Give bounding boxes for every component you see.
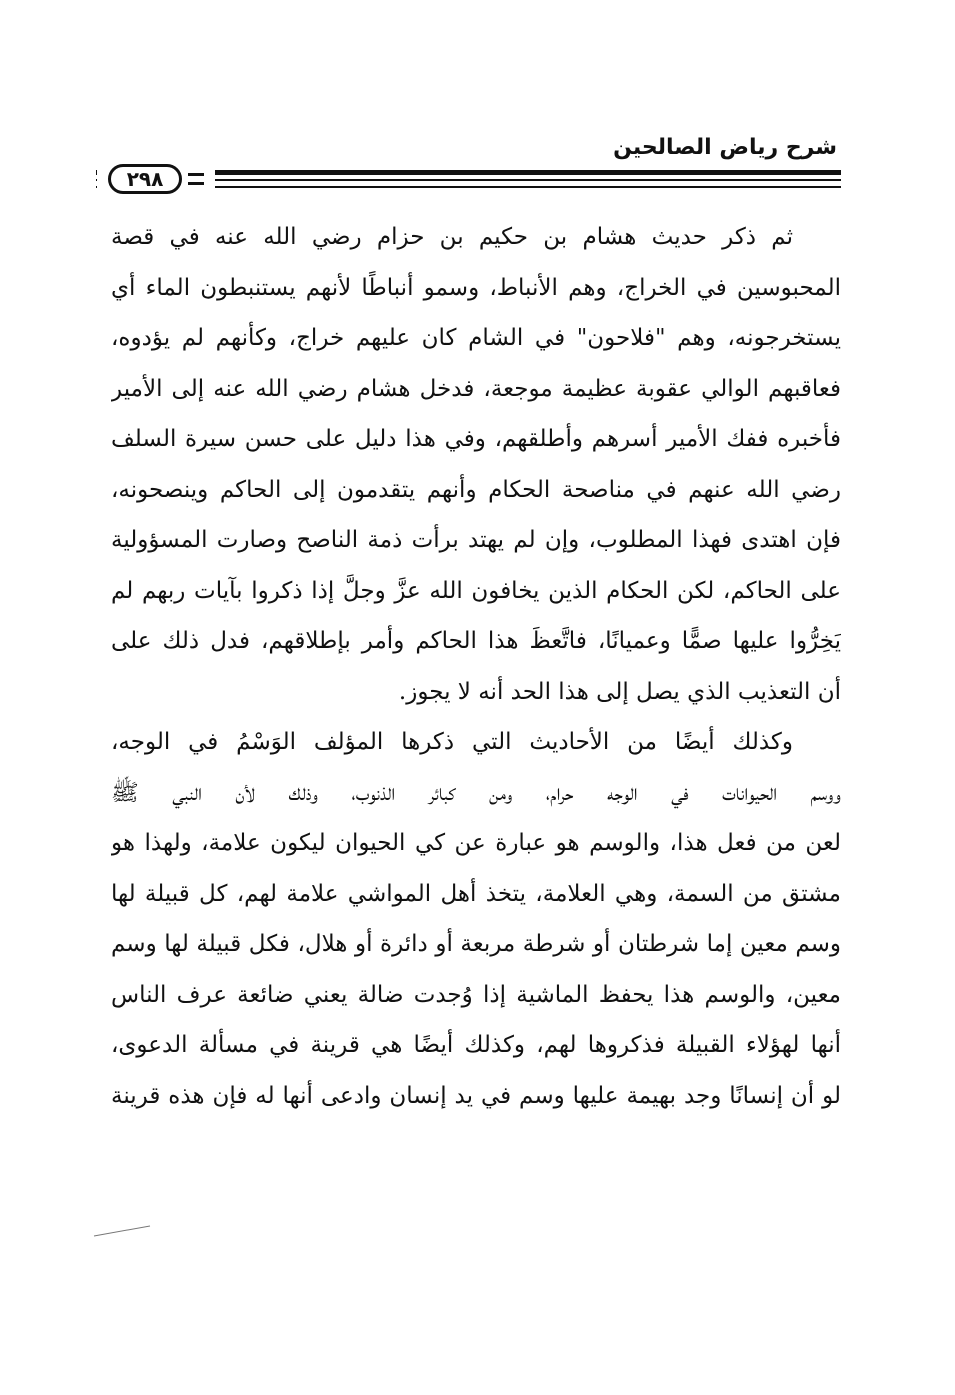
paragraph-2-line-2: ووسم الحيوانات في الوجه حرام، ومن كبائر الذنوب، وذلك لأن النبي ﷺ bbox=[111, 779, 841, 806]
paragraph-1-line-3: يستخرجونه، وهم "فلاحون" في الشام كان عليهم خراج، وكأنهم لم يؤدوه، bbox=[111, 325, 841, 351]
paragraph-1-line-10: أن التعذيب الذي يصل إلى هذا الحد أنه لا يجوز. bbox=[398, 678, 841, 705]
page-number-ornament bbox=[188, 173, 204, 185]
paragraph-2-line-5: وسم معين إما شرطتان أو شرطة مربعة أو دائرة أو هلال، فكل قبيلة لها وسم bbox=[111, 931, 841, 957]
paragraph-2-line-8: لو أن إنسانًا وجد بهيمة عليها وسم في يد إنسان وادعى أنها له فإن هذه قرينة bbox=[111, 1082, 841, 1109]
pen-mark bbox=[92, 1224, 152, 1238]
paragraph-1-line-8: على الحاكم، لكن الحكام الذين يخافون الله عزَّ وجلَّ إذا ذكروا بآيات ربهم لم bbox=[111, 577, 841, 604]
paragraph-1-line-2: المحبوسين في الخراج، وهم الأنباط، وسمو أنباطًا لأنهم يستنبطون الماء أي bbox=[111, 274, 841, 301]
running-title: شرح رياض الصالحين bbox=[613, 135, 837, 160]
paragraph-2-line-7: أنها لهؤلاء القبيلة فذكروها لهم، وكذلك أيضًا هي قرينة في مسألة الدعوى، bbox=[111, 1032, 841, 1058]
paragraph-2-line-4: مشتق من السمة، وهي العلامة، يتخذ أهل المواشي علامة لهم، كل قبيلة لها bbox=[111, 880, 841, 907]
page-number: ٢٩٨ bbox=[108, 164, 182, 194]
body-text bbox=[111, 212, 841, 1121]
paragraph-1-line-1: ثم ذكر حديث هشام بن حكيم بن حزام رضي الله عنه في قصة bbox=[111, 224, 793, 250]
paragraph-1-line-4: فعاقبهم الوالي عقوبة عظيمة موجعة، فدخل هشام رضي الله عنه إلى الأمير bbox=[111, 375, 841, 402]
paragraph-2-line-3: لعن من فعل هذا، والوسم هو عبارة عن كي الحيوان ليكون علامة، ولهذا هو bbox=[111, 830, 841, 856]
paragraph-2-line-1: وكذلك أيضًا من الأحاديث التي ذكرها المؤلف الوَسْمُ في الوجه، bbox=[111, 729, 793, 755]
paragraph-1-line-5: فأخبره ففك الأمير أسرهم وأطلقهم، وفي هذا دليل على حسن سيرة السلف bbox=[111, 426, 841, 452]
paragraph-1-line-6: رضي الله عنهم في مناصحة الحكام وأنهم يتقدمون إلى الحاكم وينصحونه، bbox=[111, 476, 841, 503]
page-number-box bbox=[97, 161, 215, 197]
paragraph-1-line-7: فإن اهتدى فهذا المطلوب، وإن لم يهتد برأت ذمة الناصح وصارت المسؤولية bbox=[111, 527, 841, 553]
paragraph-2-line-6: معين، والوسم هذا يحفظ الماشية إذا وُجدت ضالة يعني ضائعة عرف الناس bbox=[111, 981, 841, 1008]
paragraph-1-line-9: يَخِرُّوا عليها صمًّا وعميانًا، فاتَّعظَ هذا الحاكم وأمر بإطلاقهم، فدل ذلك على bbox=[111, 628, 841, 654]
